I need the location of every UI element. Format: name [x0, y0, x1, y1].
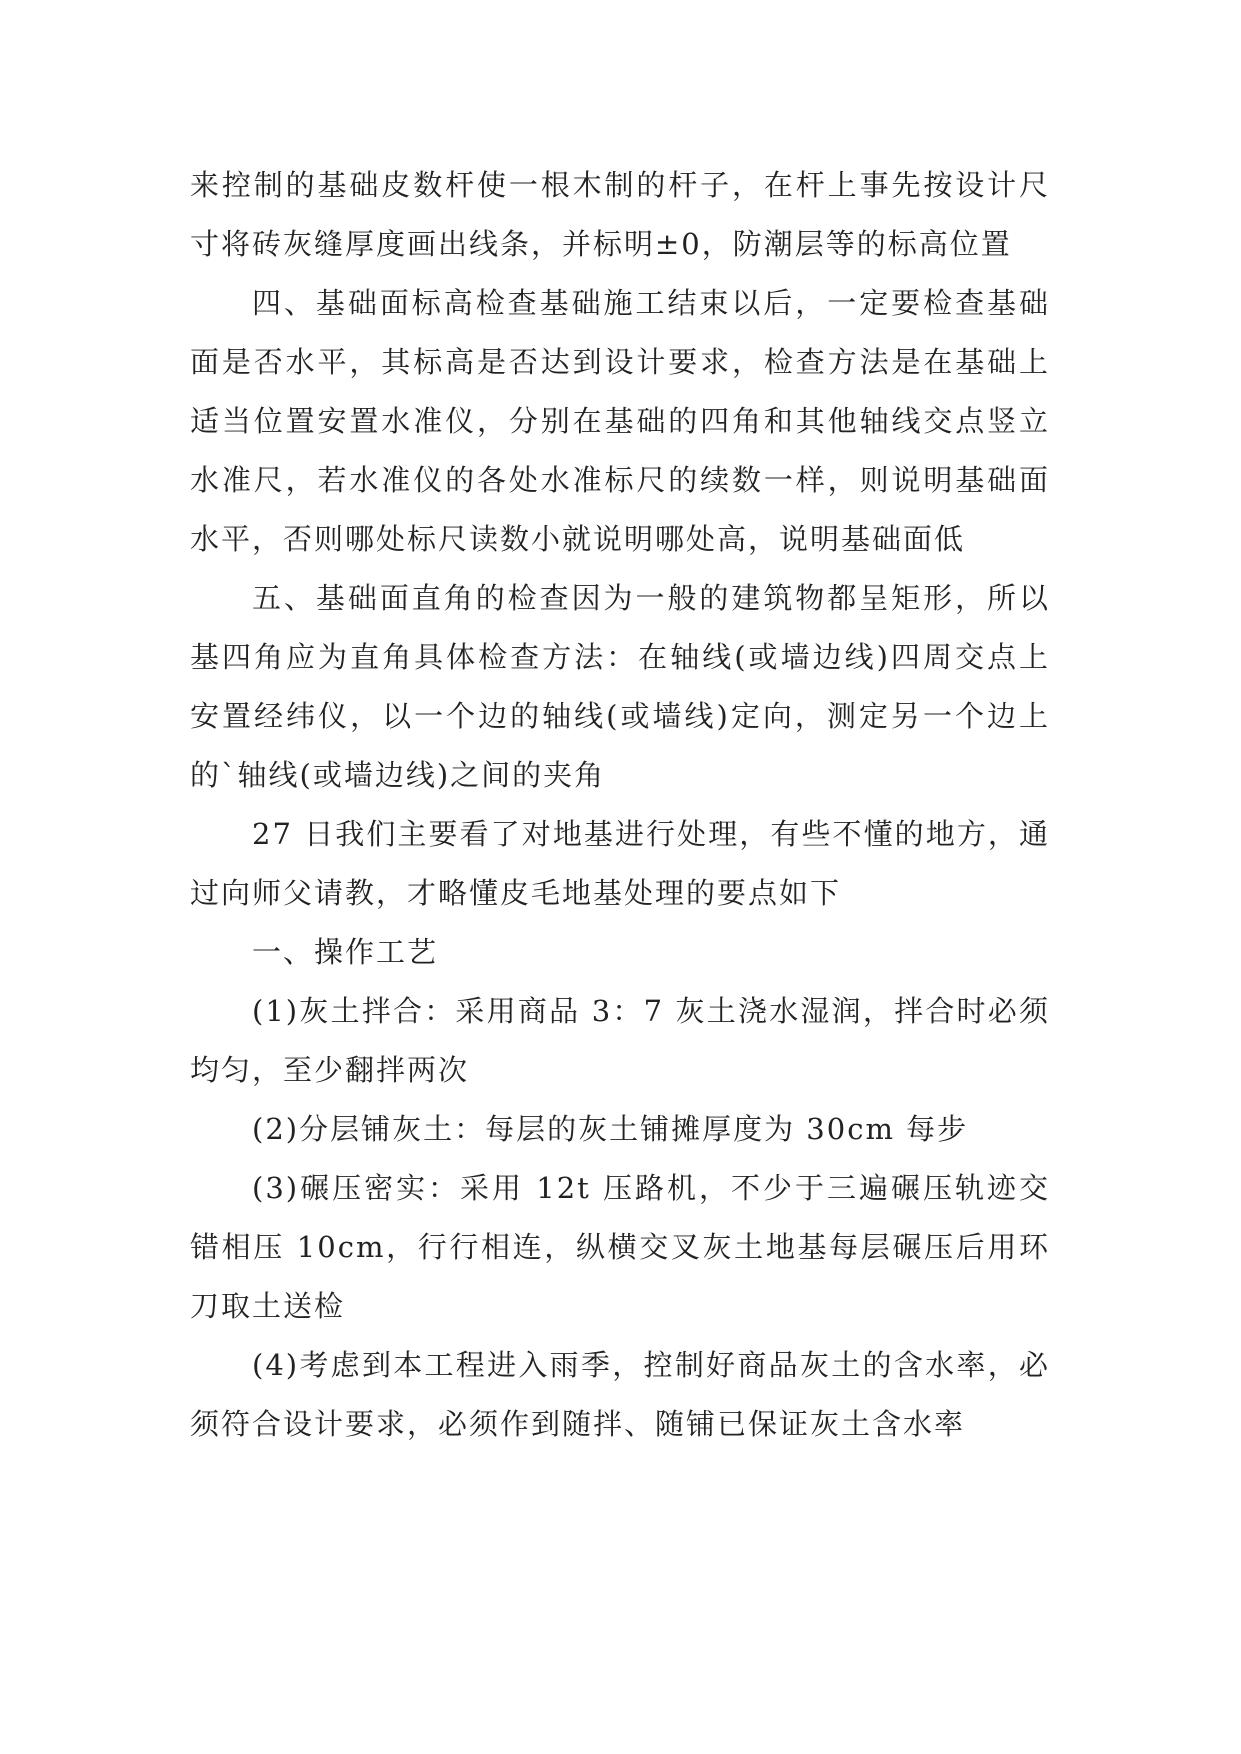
paragraph-section-five: 五、基础面直角的检查因为一般的建筑物都呈矩形，所以基四角应为直角具体检查方法：在轴线(或墙边线)四周交点上安置经纬仪，以一个边的轴线(或墙线)定向，测定另一个边上的`轴线(或墙边线)之间的夹角 — [190, 581, 1050, 792]
paragraph-section-four: 四、基础面标高检查基础施工结束以后，一定要检查基础面是否水平，其标高是否达到设计要求，检查方法是在基础上适当位置安置水准仪，分别在基础的四角和其他轴线交点竖立水准尺，若水准仪的各处水准标尺的续数一样，则说明基础面水平，否则哪处标尺读数小就说明哪处高，说明基础面低 — [190, 286, 1050, 556]
paragraph-item-2: (2)分层铺灰土：每层的灰土铺摊厚度为 30cm 每步 — [252, 1112, 969, 1146]
paragraph-item-3: (3)碾压密实：采用 12t 压路机，不少于三遍碾压轨迹交错相压 10cm，行行相连，纵横交叉灰土地基每层碾压后用环刀取土送检 — [190, 1171, 1050, 1323]
document-body — [190, 156, 1050, 1454]
paragraph-item-4: (4)考虑到本工程进入雨季，控制好商品灰土的含水率，必须符合设计要求，必须作到随拌、随铺已保证灰土含水率 — [190, 1348, 1050, 1441]
paragraph-day-27: 27 日我们主要看了对地基进行处理，有些不懂的地方，通过向师父请教，才略懂皮毛地基处理的要点如下 — [190, 817, 1050, 910]
heading-operation-process: 一、操作工艺 — [252, 935, 439, 969]
paragraph-item-1: (1)灰土拌合：采用商品 3：7 灰土浇水湿润，拌合时必须均匀，至少翻拌两次 — [190, 994, 1050, 1087]
paragraph-baseline-rod: 来控制的基础皮数杆使一根木制的杆子，在杆上事先按设计尺寸将砖灰缝厚度画出线条，并标明±0，防潮层等的标高位置 — [190, 168, 1050, 261]
